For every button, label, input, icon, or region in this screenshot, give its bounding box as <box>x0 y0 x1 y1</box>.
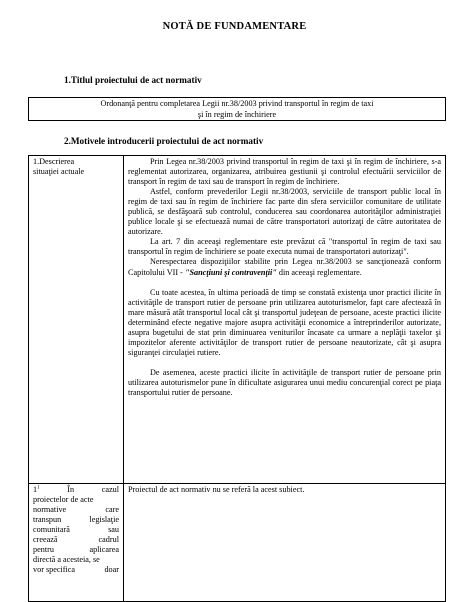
paragraph: De asemenea, aceste practici ilicite în activităţile de transport rutier de persoane prin utilizarea autoturismelor pune în dificultate asigurarea unui mediu concurenţial corect pe piaţa transportului rutier de persoane. <box>128 367 441 397</box>
paragraph: Prin Legea nr.38/2003 privind transportul în regim de taxi şi în regim de închiriere, s-a reglementat autorizarea, organizarea, atribuirea gestiunii şi controlul efectuării serviciilor de transport în regim de taxi sau de transport în regim de închiriere. <box>128 157 441 187</box>
motives-table <box>28 155 446 602</box>
document-title: NOTĂ DE FUNDAMENTARE <box>162 21 307 32</box>
label-word: doar <box>104 565 119 575</box>
label-word: aplicarea <box>89 545 119 555</box>
act-title-box <box>28 97 446 121</box>
label-word: cadrul <box>98 535 119 545</box>
label-word: proiectelor de acte <box>33 495 94 505</box>
paragraph: Cu toate acestea, în ultima perioadă de timp se constată existenţa unor practici ilicite în activităţile de transport rutier de persoane prin utilizarea autoturismelor, fapt care afectează în mare măsură atât transportul local cât şi transportul judeţean de persoane, aceste practici ilicite determinând efecte negative majore asupra activităţii economice a întreprinderilor autorizate, asupra bugetului de stat prin diminuarea veniturilor încasate ca urmare a neplăţii taxelor şi impozitelor aferente activităţilor de transport rutier de persoane neautorizate, cât şi asupra siguranţei circulaţiei rutiere. <box>128 287 441 357</box>
paragraph: Astfel, conform prevederilor Legii nr.38/2003, serviciile de transport public local în regim de taxi sau în regim de închiriere fac parte din sfera serviciilor comunitare de utilitate publică, se desfăşoară sub controlul, conducerea sau coordonarea autorităţilor administraţiei publice locale şi se efectuează numai de către transportatori autorizaţi de către autoritatea de autorizare. <box>128 187 441 237</box>
label-word: transpun <box>33 515 62 525</box>
paragraph: La art. 7 din aceeaşi reglementare este prevăzut că "transportul în regim de taxi sau transportul în regim de închiriere se poate executa numai de transportatori autorizaţi". <box>128 237 441 257</box>
label-word: În <box>67 485 75 494</box>
section-2-heading: 2.Motivele introducerii proiectului de act normativ <box>64 136 264 146</box>
section-1-heading: 1.Titlul proiectului de act normativ <box>64 75 202 85</box>
act-title-line-1: Ordonanţă pentru completarea Legii nr.38/2003 privind transportul în regim de taxi <box>100 99 374 108</box>
row-text-eu-transposition: Proiectul de act normativ nu se referă la acest subiect. <box>124 484 446 602</box>
label-number: $1^1$ <box>33 485 40 494</box>
label-line <box>33 545 119 555</box>
label-lines <box>33 495 119 575</box>
label-line: 1.Descrierea <box>33 157 75 166</box>
label-word: vor specifica <box>33 565 76 575</box>
label-line <box>33 495 119 505</box>
emphasis-text: "Sancţiuni şi contravenţii" <box>184 267 277 277</box>
text-span: din aceeaşi reglementare. <box>276 267 362 277</box>
label-line <box>33 555 119 565</box>
label-line <box>33 535 119 545</box>
label-line <box>33 525 119 535</box>
row-text-description <box>124 156 446 484</box>
act-title-line-2: şi în regim de închiriere <box>197 109 277 119</box>
row-label-eu-transposition <box>29 484 124 602</box>
row-label-description <box>29 156 124 484</box>
label-word: normative <box>33 505 67 515</box>
label-word: directă a acesteia, se <box>33 555 100 565</box>
paragraph <box>128 257 441 277</box>
label-line <box>33 505 119 515</box>
table-row-eu-transposition <box>29 484 446 602</box>
label-word: comunitară <box>33 525 70 535</box>
label-word: creează <box>33 535 58 545</box>
label-word: sau <box>108 525 119 535</box>
table-row-description <box>29 156 446 484</box>
label-word: cazul <box>101 485 119 494</box>
label-line <box>33 515 119 525</box>
text-span: Nerespectarea dispoziţiilor stabilite prin Legea nr.38/2003 se sancţionează conform Capitolului VII - <box>128 257 441 277</box>
label-word: care <box>105 505 119 515</box>
label-line: situaţiei actuale <box>33 167 85 177</box>
label-word: legislaţie <box>89 515 119 525</box>
label-word: pentru <box>33 545 54 555</box>
label-line <box>33 565 119 575</box>
label-line <box>33 485 119 495</box>
